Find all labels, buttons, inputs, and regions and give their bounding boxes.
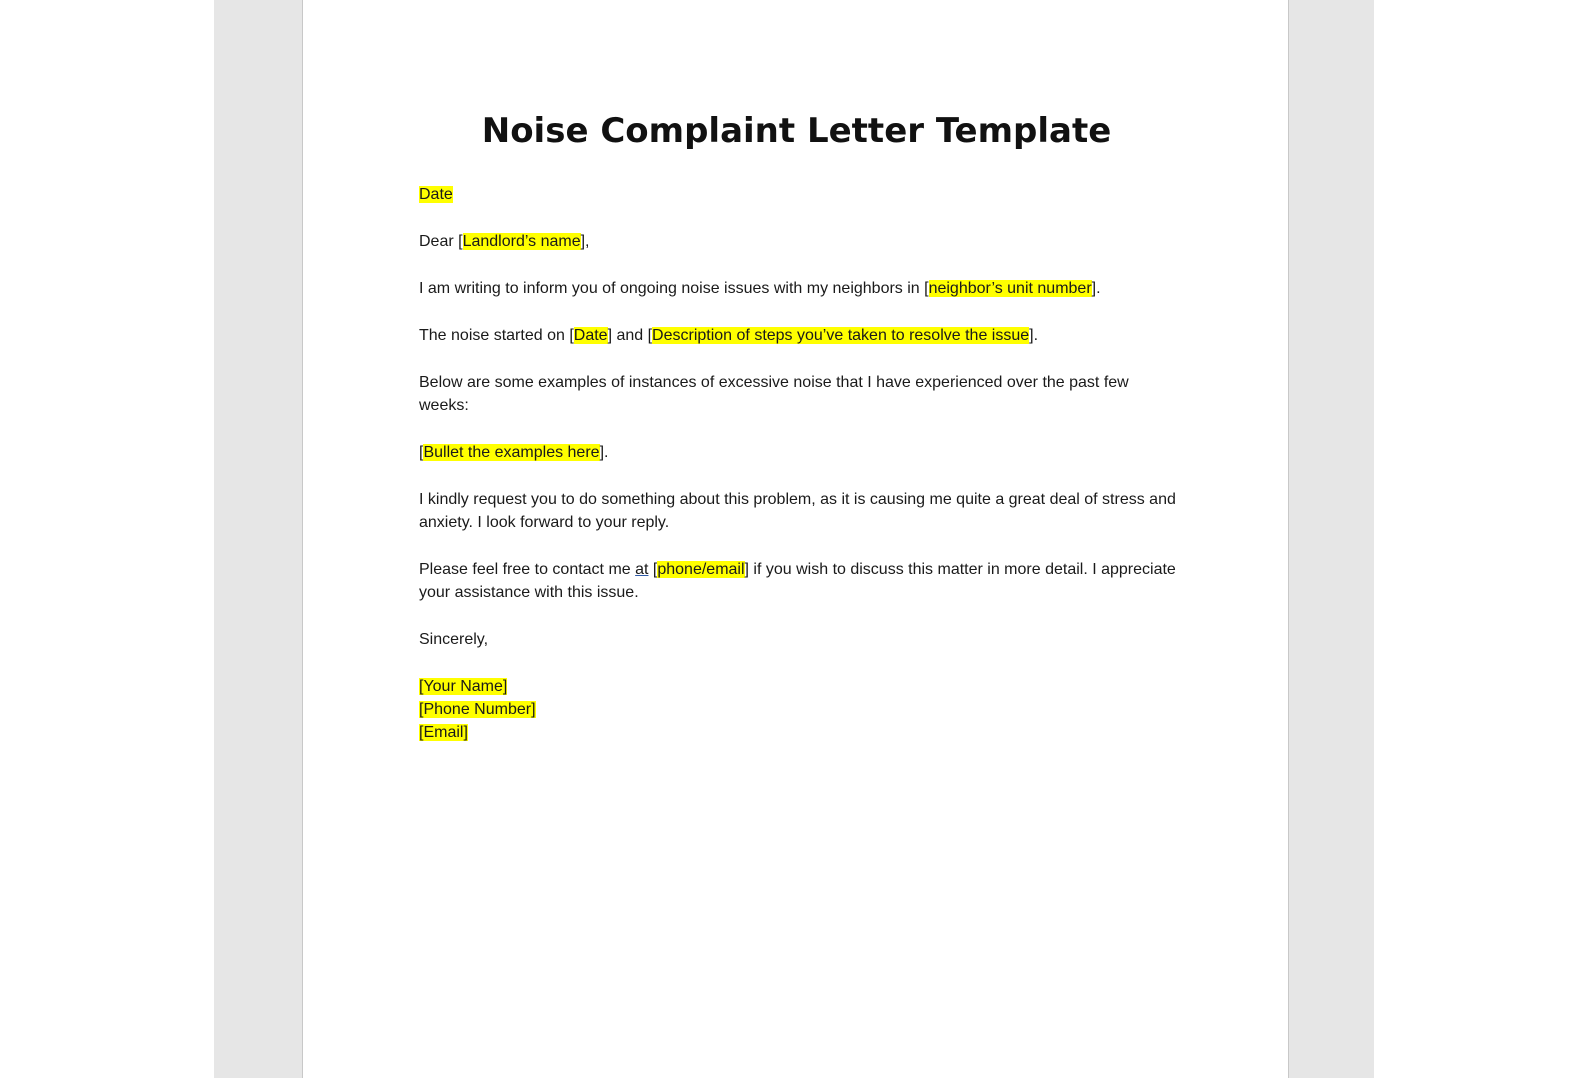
closing: Sincerely, bbox=[419, 631, 489, 648]
paragraph-bullets: [Bullet the examples here]. bbox=[419, 444, 609, 461]
page-title: Noise Complaint Letter Template bbox=[481, 111, 1112, 151]
paragraph-intro: I am writing to inform you of ongoing noise issues with my neighbors in [neighbor’s unit number]. bbox=[419, 280, 1101, 297]
salutation: Dear [Landlord’s name], bbox=[419, 233, 590, 250]
signature-email-line bbox=[419, 721, 1179, 744]
steps-taken-placeholder: Description of steps you’ve taken to resolve the issue bbox=[652, 327, 1030, 344]
date-placeholder: Date bbox=[419, 186, 453, 203]
your-name-placeholder: [Your Name] bbox=[419, 678, 508, 695]
landlord-name-placeholder: Landlord’s name bbox=[462, 233, 581, 250]
signature-phone-line bbox=[419, 698, 1179, 721]
email-placeholder: [Email] bbox=[419, 724, 468, 741]
bullets-placeholder: Bullet the examples here bbox=[423, 444, 600, 461]
letter-body bbox=[419, 183, 1179, 744]
document-page bbox=[302, 0, 1289, 1078]
paragraph-contact: Please feel free to contact me at [phone/email] if you wish to discuss this matter in more detail. I appreciate your assistance with this issue. bbox=[419, 561, 1176, 601]
paragraph-start-date: The noise started on [Date] and [Description of steps you’ve taken to resolve the issue]. bbox=[419, 327, 1039, 344]
signature-name-line bbox=[419, 675, 1179, 698]
paragraph-request: I kindly request you to do something about this problem, as it is causing me quite a great deal of stress and anxiety. I look forward to your reply. bbox=[419, 491, 1176, 531]
underlined-word: at bbox=[635, 561, 649, 578]
date-line bbox=[419, 183, 1179, 206]
unit-number-placeholder: neighbor’s unit number bbox=[928, 280, 1092, 297]
phone-email-placeholder: phone/email bbox=[657, 561, 745, 578]
phone-number-placeholder: [Phone Number] bbox=[419, 701, 536, 718]
start-date-placeholder: Date bbox=[573, 327, 608, 344]
paragraph-examples-intro: Below are some examples of instances of excessive noise that I have experienced over the past few weeks: bbox=[419, 374, 1129, 414]
